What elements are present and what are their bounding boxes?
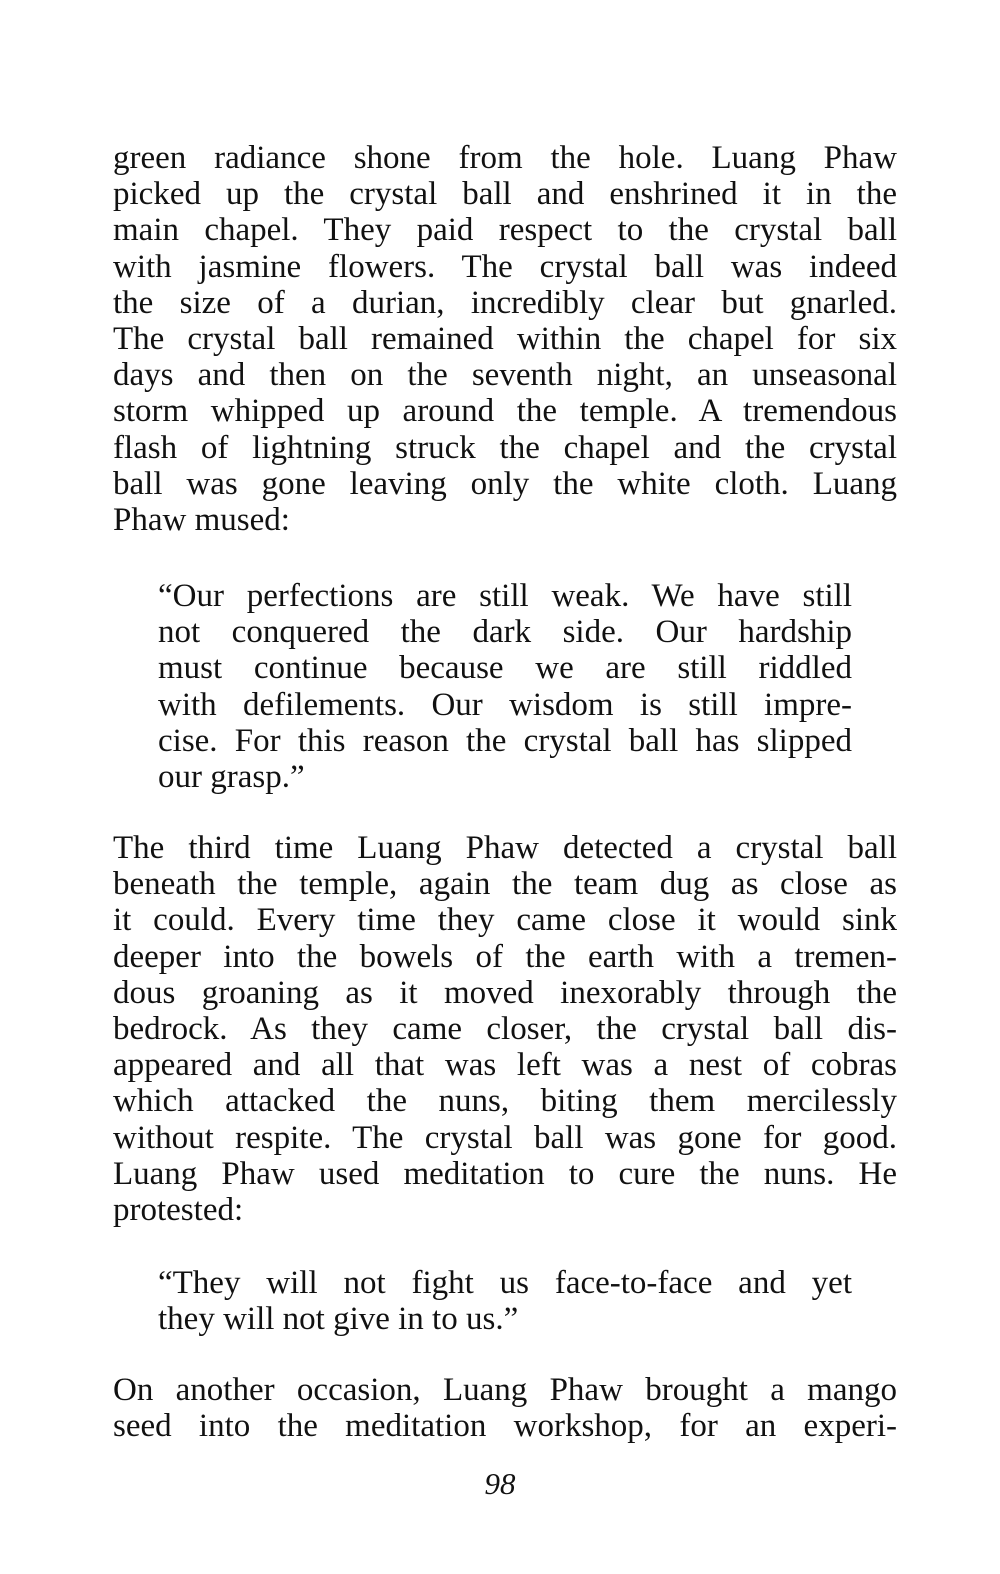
text-line: bedrock. As they came closer, the crystal ball dis- [113, 1011, 897, 1048]
text-line: storm whipped up around the temple. A tremendous [113, 393, 897, 430]
text-line: ball was gone leaving only the white cloth. Luang [113, 465, 897, 502]
text-line: The third time Luang Phaw detected a crystal ball [113, 830, 897, 866]
quote-line: not conquered the dark side. Our hardship [158, 614, 852, 651]
text-line: dous groaning as it moved inexorably through the [113, 974, 897, 1011]
quote-line: must continue because we are still riddled [158, 650, 852, 687]
quote-line: our grasp.” [158, 759, 305, 796]
text-line: On another occasion, Luang Phaw brought a mango [113, 1372, 897, 1408]
paragraph-mango-seed [113, 1372, 897, 1444]
text-line: main chapel. They paid respect to the crystal ball [113, 212, 897, 249]
text-line: flash of lightning struck the chapel and the crystal [113, 429, 897, 466]
text-line: the size of a durian, incredibly clear but gnarled. [113, 284, 897, 321]
text-line: The crystal ball remained within the chapel for six [113, 321, 897, 358]
quote-line: “Our perfections are still weak. We have still [158, 578, 852, 614]
text-line: Luang Phaw used meditation to cure the nuns. He [113, 1155, 897, 1192]
text-line: seed into the meditation workshop, for an experi- [113, 1408, 897, 1445]
text-line: appeared and all that was left was a nest of cobras [113, 1047, 897, 1084]
block-quote-face-to-face [158, 1265, 852, 1337]
text-line: with jasmine flowers. The crystal ball was indeed [113, 248, 897, 285]
block-quote-perfections [158, 578, 852, 795]
text-line: it could. Every time they came close it would sink [113, 902, 897, 939]
text-line: which attacked the nuns, biting them mercilessly [113, 1083, 897, 1120]
text-line: without respite. The crystal ball was gone for good. [113, 1119, 897, 1156]
paragraph-third-time [113, 830, 897, 1228]
text-line: green radiance shone from the hole. Luang Phaw [113, 140, 897, 176]
text-line: days and then on the seventh night, an unseasonal [113, 357, 897, 394]
text-line: deeper into the bowels of the earth with a tremen- [113, 938, 897, 975]
text-line: Phaw mused: [113, 502, 290, 539]
quote-line: with defilements. Our wisdom is still impre- [158, 686, 852, 723]
text-line: picked up the crystal ball and enshrined it in the [113, 176, 897, 213]
page-number: 98 [484, 1466, 516, 1501]
paragraph-crystal-ball-chapel [113, 140, 897, 538]
quote-line: cise. For this reason the crystal ball has slipped [158, 722, 852, 759]
text-line: beneath the temple, again the team dug as close as [113, 866, 897, 903]
text-line: protested: [113, 1192, 244, 1229]
quote-line: they will not give in to us.” [158, 1301, 519, 1338]
quote-line: “They will not fight us face-to-face and yet [158, 1265, 852, 1301]
